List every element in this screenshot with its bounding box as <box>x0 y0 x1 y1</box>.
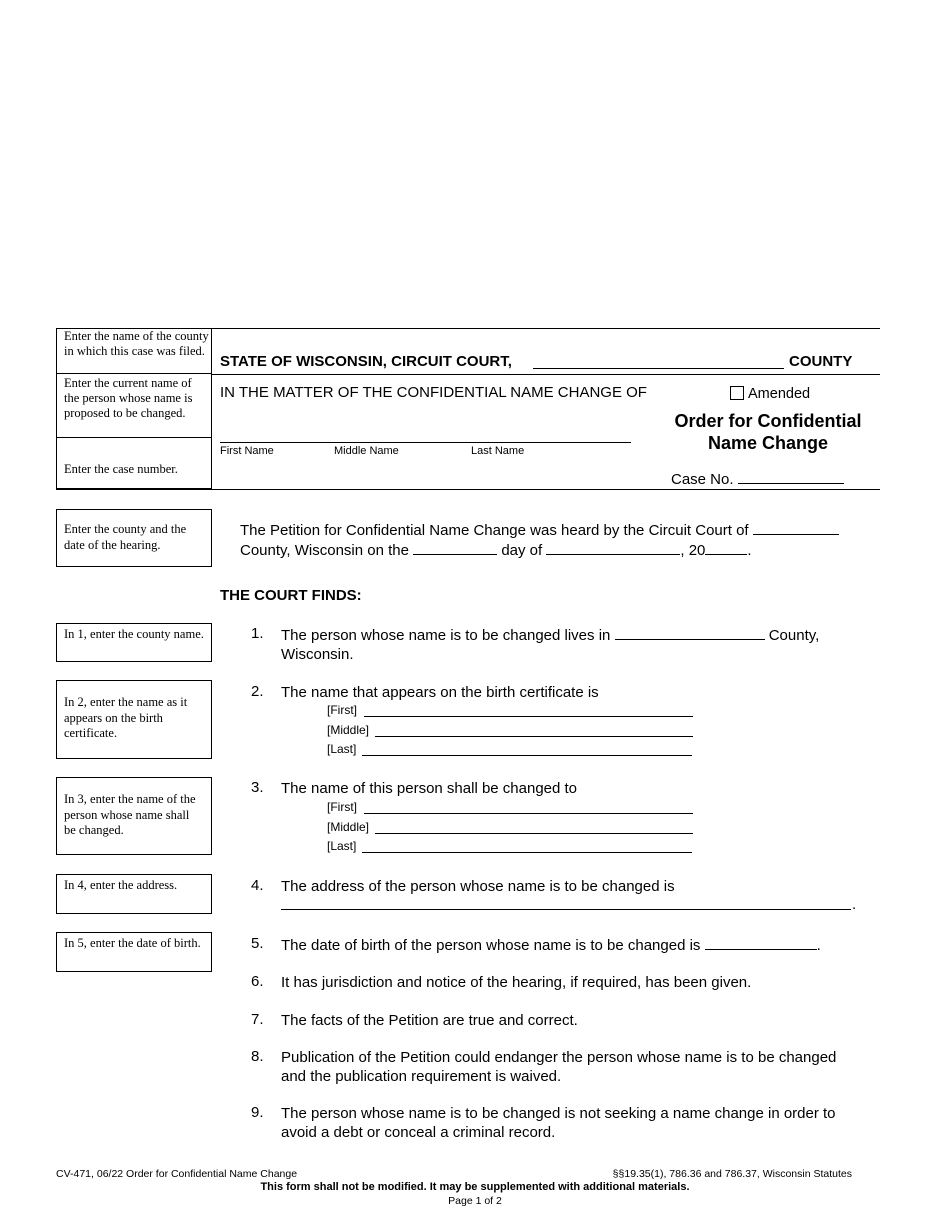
footer-statutes: §§19.35(1), 786.36 and 786.37, Wisconsin Statutes <box>612 1168 852 1180</box>
case-number <box>671 469 844 488</box>
item-5-text: The date of birth of the person whose name is to be changed is <box>281 937 701 954</box>
item-1-line-1 <box>281 625 861 645</box>
item-8-line-1: Publication of the Petition could endanger the person whose name is to be changed <box>281 1049 837 1066</box>
address-field[interactable] <box>281 909 851 910</box>
item-6-number: 6. <box>251 973 264 990</box>
hearing-day-field[interactable] <box>413 540 497 555</box>
caption-mid-rule <box>212 374 880 375</box>
item-8-line-2: and the publication requirement is waived. <box>281 1068 562 1085</box>
hearing-year-field[interactable] <box>705 540 747 555</box>
note-county-filed: Enter the name of the county in which this case was filed. <box>64 329 209 358</box>
caption-notes-rule-2 <box>56 437 212 438</box>
item-1 <box>281 625 861 664</box>
note-case-number: Enter the case number. <box>64 462 178 476</box>
new-first-label: [First] <box>327 800 357 814</box>
caption-bottom-rule <box>56 489 880 490</box>
hearing-text-1: The Petition for Confidential Name Change was heard by the Circuit Court of <box>240 522 749 539</box>
hearing-text-2c: , 20 <box>680 542 706 559</box>
amended-label: Amended <box>748 386 811 402</box>
person-name-field[interactable] <box>220 442 631 443</box>
hearing-paragraph <box>240 520 880 560</box>
hearing-text-2d: . <box>747 542 752 559</box>
birth-last-label: [Last] <box>327 742 357 756</box>
hearing-county-field[interactable] <box>753 520 839 535</box>
hearing-month-field[interactable] <box>546 540 680 555</box>
item-9-line-1: The person whose name is to be changed is not seeking a name change in order to <box>281 1105 836 1122</box>
new-middle-label: [Middle] <box>327 820 370 834</box>
new-last-field[interactable] <box>362 852 692 853</box>
court-finds-heading: THE COURT FINDS: <box>220 587 362 604</box>
hearing-text-2a: County, Wisconsin on the <box>240 542 409 559</box>
note-hearing: Enter the county and the date of the hearing. <box>56 509 212 567</box>
item-6-text: It has jurisdiction and notice of the hearing, if required, has been given. <box>281 974 752 991</box>
note-item-2: In 2, enter the name as it appears on the birth certificate. <box>56 680 212 759</box>
item-8 <box>281 1048 836 1086</box>
note-item-1: In 1, enter the county name. <box>56 623 212 662</box>
last-name-label: Last Name <box>471 445 525 457</box>
new-middle-field[interactable] <box>375 833 693 834</box>
item-4-number: 4. <box>251 877 264 894</box>
court-line-text: STATE OF WISCONSIN, CIRCUIT COURT, <box>220 353 512 370</box>
item-9-number: 9. <box>251 1104 264 1121</box>
item-5-end: . <box>816 937 821 954</box>
matter-line: IN THE MATTER OF THE CONFIDENTIAL NAME CHANGE OF <box>220 384 647 401</box>
county-label: COUNTY <box>789 353 853 370</box>
item-3-number: 3. <box>251 779 264 796</box>
note-item-3: In 3, enter the name of the person whose name shall be changed. <box>56 777 212 855</box>
item-1-number: 1. <box>251 625 264 642</box>
birth-last-field[interactable] <box>362 755 692 756</box>
item-9 <box>281 1104 836 1142</box>
footer-notice: This form shall not be modified. It may be supplemented with additional materials. <box>260 1181 690 1193</box>
form-title-line-1: Order for Confidential <box>674 411 862 431</box>
amended-checkbox[interactable] <box>730 386 744 400</box>
court-line <box>220 353 512 370</box>
form-title-line-2: Name Change <box>707 433 829 453</box>
footer-page-number: Page 1 of 2 <box>448 1195 502 1207</box>
birth-first-field[interactable] <box>364 716 693 717</box>
hearing-line-2 <box>240 540 880 560</box>
middle-name-label: Middle Name <box>334 445 399 457</box>
amended-option[interactable] <box>730 386 810 402</box>
item-5-number: 5. <box>251 935 264 952</box>
item-1-county-field[interactable] <box>615 625 765 640</box>
note-item-5: In 5, enter the date of birth. <box>56 932 212 972</box>
item-2-number: 2. <box>251 683 264 700</box>
note-current-name: Enter the current name of the person whose name is proposed to be changed. <box>64 376 193 420</box>
birth-date-field[interactable] <box>705 935 817 950</box>
first-name-label: First Name <box>220 445 274 457</box>
birth-middle-label: [Middle] <box>327 723 370 737</box>
footer-form-id: CV-471, 06/22 Order for Confidential Name Change <box>56 1168 298 1180</box>
birth-middle-field[interactable] <box>375 736 693 737</box>
item-9-line-2: avoid a debt or conceal a criminal record. <box>281 1124 556 1141</box>
new-last-label: [Last] <box>327 839 357 853</box>
hearing-text-2b: day of <box>501 542 543 559</box>
item-7-number: 7. <box>251 1011 264 1028</box>
item-1-text-c: Wisconsin. <box>281 646 354 663</box>
item-4-text: The address of the person whose name is to be changed is <box>281 878 675 895</box>
birth-first-label: [First] <box>327 703 357 717</box>
item-3-text: The name of this person shall be changed to <box>281 780 578 797</box>
item-1-text-b: County, <box>768 627 820 644</box>
hearing-line-1 <box>240 520 880 540</box>
form-title <box>660 410 876 454</box>
case-number-field[interactable] <box>738 469 844 484</box>
caption-notes-rule-1 <box>56 373 212 374</box>
item-7-text: The facts of the Petition are true and correct. <box>281 1012 578 1029</box>
item-8-number: 8. <box>251 1048 264 1065</box>
county-name-field[interactable] <box>533 368 784 369</box>
address-end-period: . <box>852 896 857 913</box>
case-number-label: Case No. <box>671 471 734 488</box>
note-item-4: In 4, enter the address. <box>56 874 212 914</box>
item-5 <box>281 935 821 955</box>
item-2-text: The name that appears on the birth certificate is <box>281 684 599 701</box>
item-1-text-a: The person whose name is to be changed lives in <box>281 627 611 644</box>
new-first-field[interactable] <box>364 813 693 814</box>
